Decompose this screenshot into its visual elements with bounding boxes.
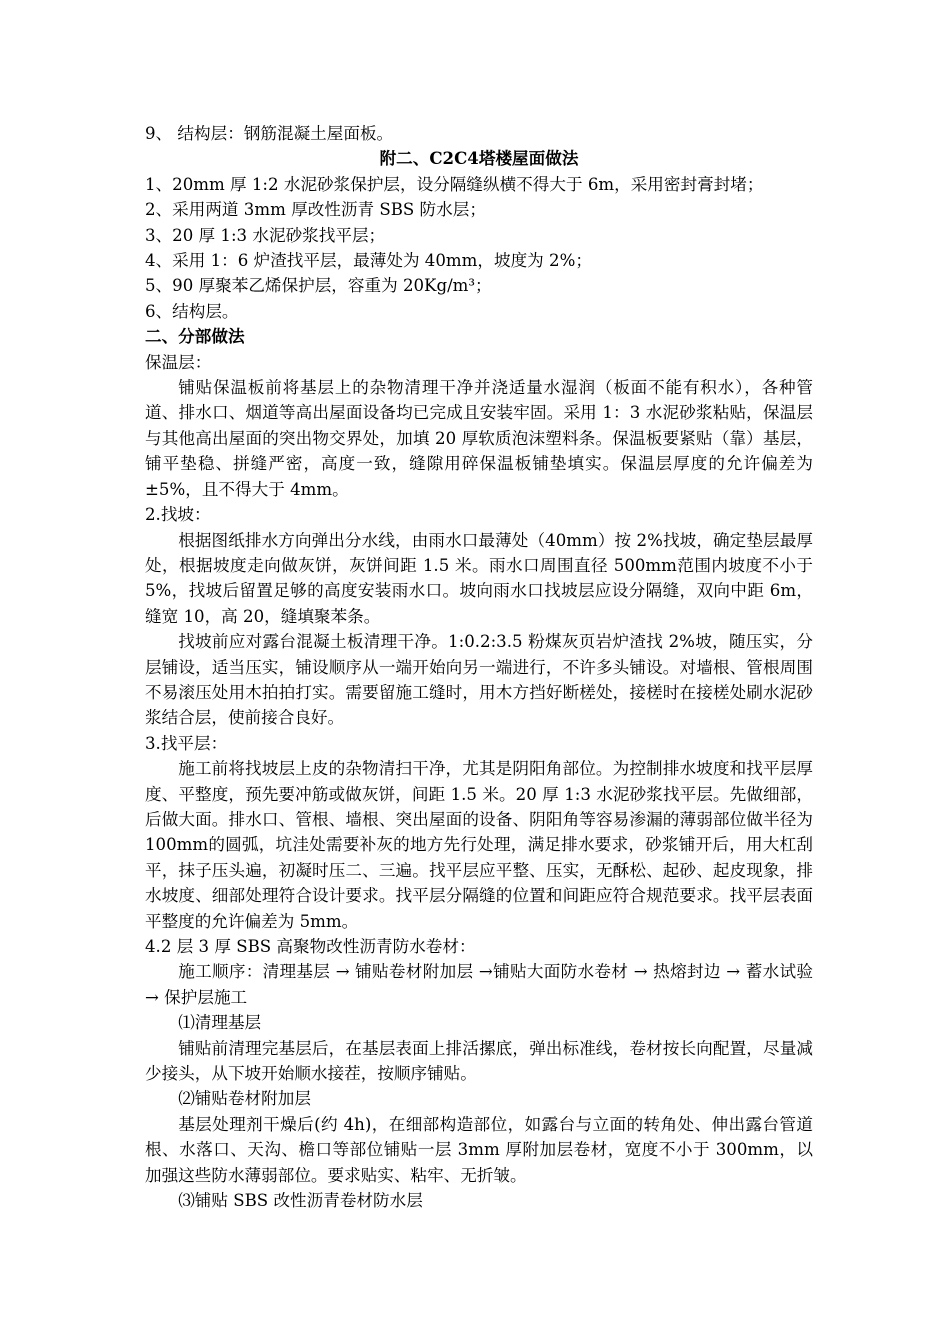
paragraph: 基层处理剂干燥后(约 4h)，在细部构造部位，如露台与立面的转角处、伸出露台管道根、水落口、天沟、檐口等部位铺贴一层 3mm 厚附加层卷材，宽度不小于 300mm，以加强这些防水薄弱部位。要求贴实、粘牢、无折皱。 <box>145 1114 813 1185</box>
step-label: ⑵铺贴卷材附加层 <box>178 1089 311 1109</box>
document-page <box>145 121 813 1213</box>
paragraph: 铺贴前清理完基层后，在基层表面上排活摞底，弹出标准线，卷材按长向配置，尽量减少接头，从下坡开始顺水接茬，按顺序铺贴。 <box>145 1038 813 1084</box>
subsection-label: 2.找坡： <box>145 505 211 525</box>
step-label: ⑴清理基层 <box>178 1013 262 1033</box>
text-line: 9、 结构层：钢筋混凝土屋面板。 <box>145 124 394 143</box>
subsection-label: 3.找平层： <box>145 733 228 753</box>
paragraph: 铺贴保温板前将基层上的杂物清理干净并浇适量水湿润（板面不能有积水），各种管道、排水口、烟道等高出屋面设备均已完成且安装牢固。采用 1：3 水泥砂浆粘贴，保温层与其他高出屋面的突出物交界处，加填 20 厚软质泡沫塑料条。保温板要紧贴（靠）基层，铺平垫稳、拼缝严密，高度一致，缝隙用碎保温板铺垫填实。保温层厚度的允许偏差为±5%，且不得大于 4mm。 <box>145 378 813 499</box>
list-item: 6、结构层。 <box>145 301 239 321</box>
subsection-label: 保温层： <box>145 352 212 372</box>
paragraph: 找坡前应对露台混凝土板清理干净。1:0.2:3.5 粉煤灰页岩炉渣找 2%坡，随压实，分层铺设，适当压实，铺设顺序从一端开始向另一端进行，不许多头铺设。对墙根、管根周围不易滚压处用木拍拍打实。需要留施工缝时，用木方挡好断槎处，接槎时在接槎处刷水泥砂浆结合层，使前接合良好。 <box>145 632 813 728</box>
step-label: ⑶铺贴 SBS 改性沥青卷材防水层 <box>178 1191 423 1211</box>
subsection-label: 4.2 层 3 厚 SBS 高聚物改性沥青防水卷材： <box>145 937 476 956</box>
section-heading: 二、分部做法 <box>145 326 245 347</box>
list-item: 3、20 厚 1:3 水泥砂浆找平层； <box>145 225 386 245</box>
paragraph: 施工顺序：清理基层 → 铺贴卷材附加层 →铺贴大面防水卷材 → 热熔封边 → 蓄水试验 → 保护层施工 <box>145 962 813 1007</box>
list-item: 2、采用两道 3mm 厚改性沥青 SBS 防水层； <box>145 200 486 220</box>
list-item: 5、90 厚聚苯乙烯保护层，容重为 20Kg/m³； <box>145 276 492 296</box>
list-item: 4、采用 1：6 炉渣找平层，最薄处为 40mm，坡度为 2%； <box>145 251 592 271</box>
section-title: 附二、C2C4塔楼屋面做法 <box>379 148 579 169</box>
paragraph: 根据图纸排水方向弹出分水线，由雨水口最薄处（40mm）按 2%找坡，确定垫层最厚处，根据坡度走向做灰饼，灰饼间距 1.5 米。雨水口周围直径 500mm范围内坡度不小于 5%，找坡后留置足够的高度安装雨水口。坡向雨水口找坡层应设分隔缝，双向中距 6m，缝宽 10，高 20，缝填聚苯条。 <box>145 530 813 626</box>
paragraph: 施工前将找坡层上皮的杂物清扫干净，尤其是阴阳角部位。为控制排水坡度和找平层厚度、平整度，预先要冲筋或做灰饼，间距 1.5 米。20 厚 1:3 水泥砂浆找平层。先做细部，后做大面。排水口、管根、墙根、突出屋面的设备、阴阳角等容易渗漏的薄弱部位做半径为 100mm的圆弧，坑洼处需要补灰的地方先行处理，满足排水要求，砂浆铺开后，用大杠刮平，抹子压头遍，初凝时压二、三遍。找平层应平整、压实，无酥松、起砂、起皮现象，排水坡度、细部处理符合设计要求。找平层分隔缝的位置和间距应符合规范要求。找平层表面平整度的允许偏差为 5mm。 <box>145 759 813 931</box>
list-item: 1、20mm 厚 1:2 水泥砂浆保护层，设分隔缝纵横不得大于 6m，采用密封膏封堵； <box>145 174 764 194</box>
